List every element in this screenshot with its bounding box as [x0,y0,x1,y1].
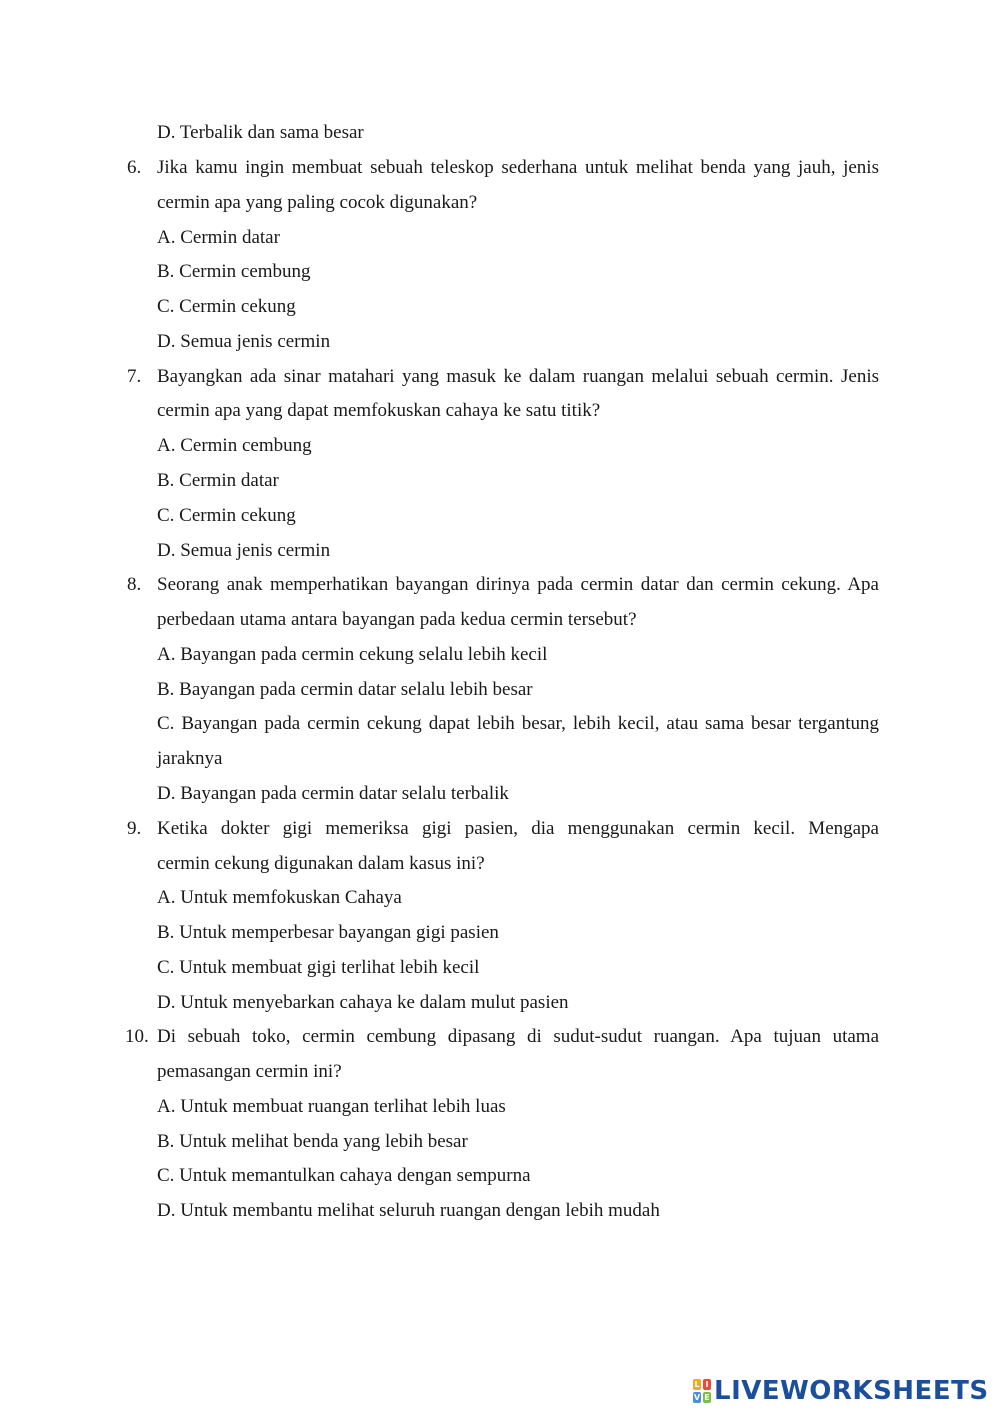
answer-option[interactable]: B. Untuk memperbesar bayangan gigi pasien [157,922,499,943]
answer-option[interactable]: B. Cermin datar [157,470,279,491]
logo-mark-letter: E [704,1393,710,1402]
answer-option[interactable]: D. Semua jenis cermin [157,540,331,561]
question-text: cermin apa yang dapat memfokuskan cahaya ke satu titik? [157,400,601,421]
logo-mark-letter: V [693,1393,701,1402]
logo-mark-letter: I [703,1379,711,1390]
answer-option[interactable]: C. Cermin cekung [157,296,296,317]
answer-option[interactable]: A. Bayangan pada cermin cekung selalu lebih kecil [157,644,548,665]
question-number: 10. [125,1026,149,1047]
question-number: 9. [127,818,142,839]
logo-mark-icon [692,1378,712,1404]
answer-option[interactable]: D. Bayangan pada cermin datar selalu terbalik [157,783,509,804]
question-text: perbedaan utama antara bayangan pada kedua cermin tersebut? [157,609,637,630]
question-number: 7. [127,366,142,387]
logo-mark-letter: L [694,1380,700,1389]
answer-option[interactable]: C. Untuk membuat gigi terlihat lebih kecil [157,957,480,978]
answer-option[interactable]: D. Semua jenis cermin [157,331,331,352]
answer-option[interactable]: B. Cermin cembung [157,261,311,282]
question-number: 8. [127,574,142,595]
answer-option[interactable]: C. Cermin cekung [157,505,296,526]
answer-option[interactable]: A. Untuk memfokuskan Cahaya [157,887,402,908]
answer-option[interactable]: A. Untuk membuat ruangan terlihat lebih luas [157,1096,506,1117]
answer-option[interactable]: A. Cermin datar [157,227,280,248]
answer-option[interactable]: C. Bayangan pada cermin cekung dapat lebih besar, lebih kecil, atau sama besar tergantung [157,713,879,734]
question-text: cermin cekung digunakan dalam kasus ini? [157,853,485,874]
answer-option[interactable]: D. Untuk membantu melihat seluruh ruangan dengan lebih mudah [157,1200,660,1221]
question-text: Jika kamu ingin membuat sebuah teleskop sederhana untuk melihat benda yang jauh, jenis [157,157,879,178]
question-text: cermin apa yang paling cocok digunakan? [157,192,478,213]
question-text: Ketika dokter gigi memeriksa gigi pasien, dia menggunakan cermin kecil. Mengapa [157,818,879,839]
answer-option-continuation: jaraknya [157,748,223,769]
answer-option[interactable]: C. Untuk memantulkan cahaya dengan sempurna [157,1165,531,1186]
question-text: pemasangan cermin ini? [157,1061,342,1082]
answer-option[interactable]: D. Untuk menyebarkan cahaya ke dalam mulut pasien [157,992,569,1013]
question-number: 6. [127,157,142,178]
question-text: Di sebuah toko, cermin cembung dipasang di sudut-sudut ruangan. Apa tujuan utama [157,1026,879,1047]
question-text: Seorang anak memperhatikan bayangan dirinya pada cermin datar dan cermin cekung. Apa [157,574,879,595]
answer-option[interactable]: A. Cermin cembung [157,435,312,456]
answer-option[interactable]: B. Untuk melihat benda yang lebih besar [157,1131,468,1152]
carry-over-option: D. Terbalik dan sama besar [157,122,364,143]
answer-option[interactable]: B. Bayangan pada cermin datar selalu lebih besar [157,679,533,700]
logo-text: LIVEWORKSHEETS [714,1376,989,1406]
liveworksheets-logo[interactable] [692,1374,989,1408]
question-text: Bayangkan ada sinar matahari yang masuk ke dalam ruangan melalui sebuah cermin. Jenis [157,366,879,387]
